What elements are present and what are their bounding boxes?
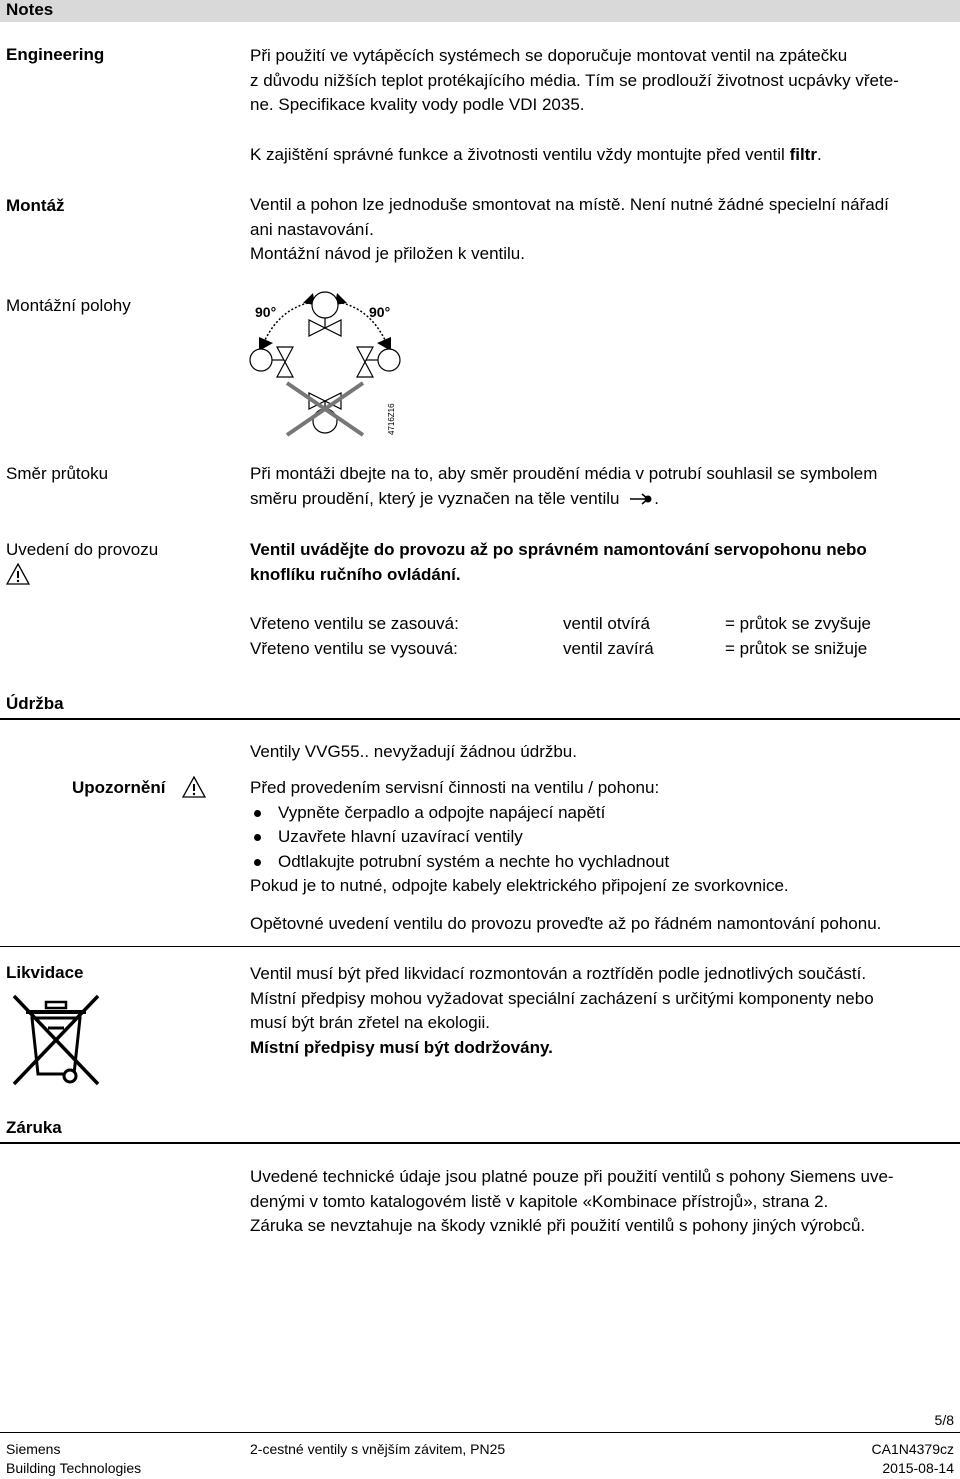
flow-line-2-end: . bbox=[654, 488, 659, 508]
footer-date: 2015-08-14 bbox=[882, 1460, 954, 1476]
filter-word: filtr bbox=[789, 145, 817, 164]
montaz-text bbox=[250, 193, 950, 267]
stem-table bbox=[250, 614, 950, 664]
footer-left bbox=[6, 1440, 141, 1478]
valve-top-a bbox=[309, 320, 325, 336]
stem-row-1-b: ventil otvírá bbox=[563, 614, 650, 633]
notes-header bbox=[0, 0, 960, 22]
service-steps bbox=[250, 801, 950, 875]
actuator-top bbox=[312, 292, 338, 318]
disposal-line-3: musí být brán zřetel na ekologii. bbox=[250, 1013, 491, 1032]
footer-company: Siemens bbox=[6, 1441, 61, 1457]
commission-line-1: Ventil uvádějte do provozu až po správném namontování servopohonu nebo bbox=[250, 540, 867, 559]
stem-row bbox=[250, 639, 950, 664]
wheelie-bin-crossed-icon bbox=[8, 992, 104, 1088]
stem-row-1-a: Vřeteno ventilu se zasouvá: bbox=[250, 614, 459, 633]
footer-rule bbox=[0, 1432, 960, 1433]
disposal-text bbox=[250, 962, 950, 1060]
maintenance-rule bbox=[0, 718, 960, 720]
disposal-label: Likvidace bbox=[6, 963, 84, 982]
stem-row-2-b: ventil zavírá bbox=[563, 639, 654, 658]
montaz-line-1: Ventil a pohon lze jednoduše smontovat na místě. Není nutné žádné specielní nářadí bbox=[250, 195, 889, 214]
figure-code: 4716Z16 bbox=[387, 403, 396, 435]
footer-doc-id: CA1N4379cz bbox=[871, 1441, 954, 1457]
valve-top-b bbox=[325, 320, 341, 336]
engineering-line-1: Při použití ve vytápěcích systémech se doporučuje montovat ventil na zpátečku bbox=[250, 46, 848, 65]
list-item: Uzavřete hlavní uzavírací ventily bbox=[250, 825, 950, 850]
filter-note bbox=[250, 143, 950, 168]
maintenance-line: Ventily VVG55.. nevyžadují žádnou údržbu. bbox=[250, 742, 577, 761]
engineering-line-3: ne. Specifikace kvality vody podle VDI 2035. bbox=[250, 95, 585, 114]
commission-text bbox=[250, 538, 950, 587]
actuator-right bbox=[378, 349, 400, 371]
disposal-line-1: Ventil musí být před likvidací rozmontován a roztříděn podle jednotlivých součástí. bbox=[250, 964, 867, 983]
flow-text bbox=[250, 462, 950, 511]
angle-left-label: 90° bbox=[255, 304, 277, 320]
warranty-line-3: Záruka se nevztahuje na škody vzniklé při použití ventilů s pohony jiných výrobců. bbox=[250, 1216, 866, 1235]
service-note: Pokud je to nutné, odpojte kabely elektrického připojení ze svorkovnice. bbox=[250, 876, 789, 895]
flow-line-1: Při montáži dbejte na to, aby směr proudění média v potrubí souhlasil se symbolem bbox=[250, 464, 878, 483]
filter-note-suffix: . bbox=[816, 145, 822, 164]
disposal-line-4: Místní předpisy musí být dodržovány. bbox=[250, 1037, 553, 1057]
warning-label: Upozornění bbox=[72, 778, 166, 797]
flow-line-2 bbox=[250, 487, 950, 512]
footer-division: Building Technologies bbox=[6, 1460, 142, 1476]
commission-label: Uvedení do provozu bbox=[6, 540, 159, 559]
montaz-label: Montáž bbox=[6, 196, 65, 215]
page-number: 5/8 bbox=[934, 1412, 954, 1428]
maintenance-title: Údržba bbox=[6, 694, 64, 713]
warning-icon bbox=[6, 563, 30, 585]
polohy-label: Montážní polohy bbox=[6, 296, 131, 315]
list-item: Odtlakujte potrubní systém a nechte ho vychladnout bbox=[250, 850, 950, 875]
stem-row-2-c: = průtok se snižuje bbox=[725, 639, 868, 658]
commission-line-2: knoflíku ručního ovládání. bbox=[250, 564, 461, 584]
valve-left-b bbox=[277, 362, 293, 377]
service-text bbox=[250, 776, 950, 899]
valve-right-b bbox=[357, 362, 373, 377]
warranty-line-2: denými v tomto katalogovém listě v kapitole «Kombinace přístrojů», strana 2. bbox=[250, 1191, 829, 1211]
footer-right bbox=[872, 1440, 955, 1478]
service-intro: Před provedením servisní činnosti na ventilu / pohonu: bbox=[250, 778, 660, 797]
footer-doc-title: 2-cestné ventily s vnějším závitem, PN25 bbox=[250, 1441, 506, 1457]
angle-right-label: 90° bbox=[369, 304, 391, 320]
stem-row-1-c: = průtok se zvyšuje bbox=[725, 614, 871, 633]
actuator-left bbox=[250, 349, 272, 371]
warranty-title: Záruka bbox=[6, 1118, 62, 1137]
disposal-line-2: Místní předpisy mohou vyžadovat speciální zacházení s určitými komponenty nebo bbox=[250, 988, 874, 1008]
flow-label: Směr průtoku bbox=[6, 464, 109, 483]
mounting-positions-figure bbox=[245, 285, 405, 440]
montaz-line-2: ani nastavování. bbox=[250, 219, 374, 239]
warning-icon bbox=[182, 776, 206, 798]
flow-arrow-icon bbox=[628, 493, 654, 505]
warranty-line-1: Uvedené technické údaje jsou platné pouze při použití ventilů s pohony Siemens uve- bbox=[250, 1167, 894, 1186]
warranty-text bbox=[250, 1165, 950, 1239]
engineering-text bbox=[250, 44, 950, 118]
notes-title: Notes bbox=[6, 0, 54, 19]
disposal-rule bbox=[0, 946, 960, 947]
engineering-line-2: z důvodu nižších teplot protékajícího média. Tím se prodlouží životnost ucpávky vřete- bbox=[250, 70, 899, 90]
list-item: Vypněte čerpadlo a odpojte napájecí napětí bbox=[250, 801, 950, 826]
montaz-line-3: Montážní návod je přiložen k ventilu. bbox=[250, 244, 525, 263]
warranty-rule bbox=[0, 1142, 960, 1144]
engineering-label: Engineering bbox=[6, 45, 105, 64]
flow-line-2-text: směru proudění, který je vyznačen na těle ventilu bbox=[250, 488, 620, 508]
stem-row-2-a: Vřeteno ventilu se vysouvá: bbox=[250, 639, 458, 658]
stem-row bbox=[250, 614, 950, 639]
filter-note-prefix: K zajištění správné funkce a životnosti ventilu vždy montujte před ventil bbox=[250, 145, 790, 164]
restart-note: Opětovné uvedení ventilu do provozu proveďte až po řádném namontování pohonu. bbox=[250, 914, 882, 933]
